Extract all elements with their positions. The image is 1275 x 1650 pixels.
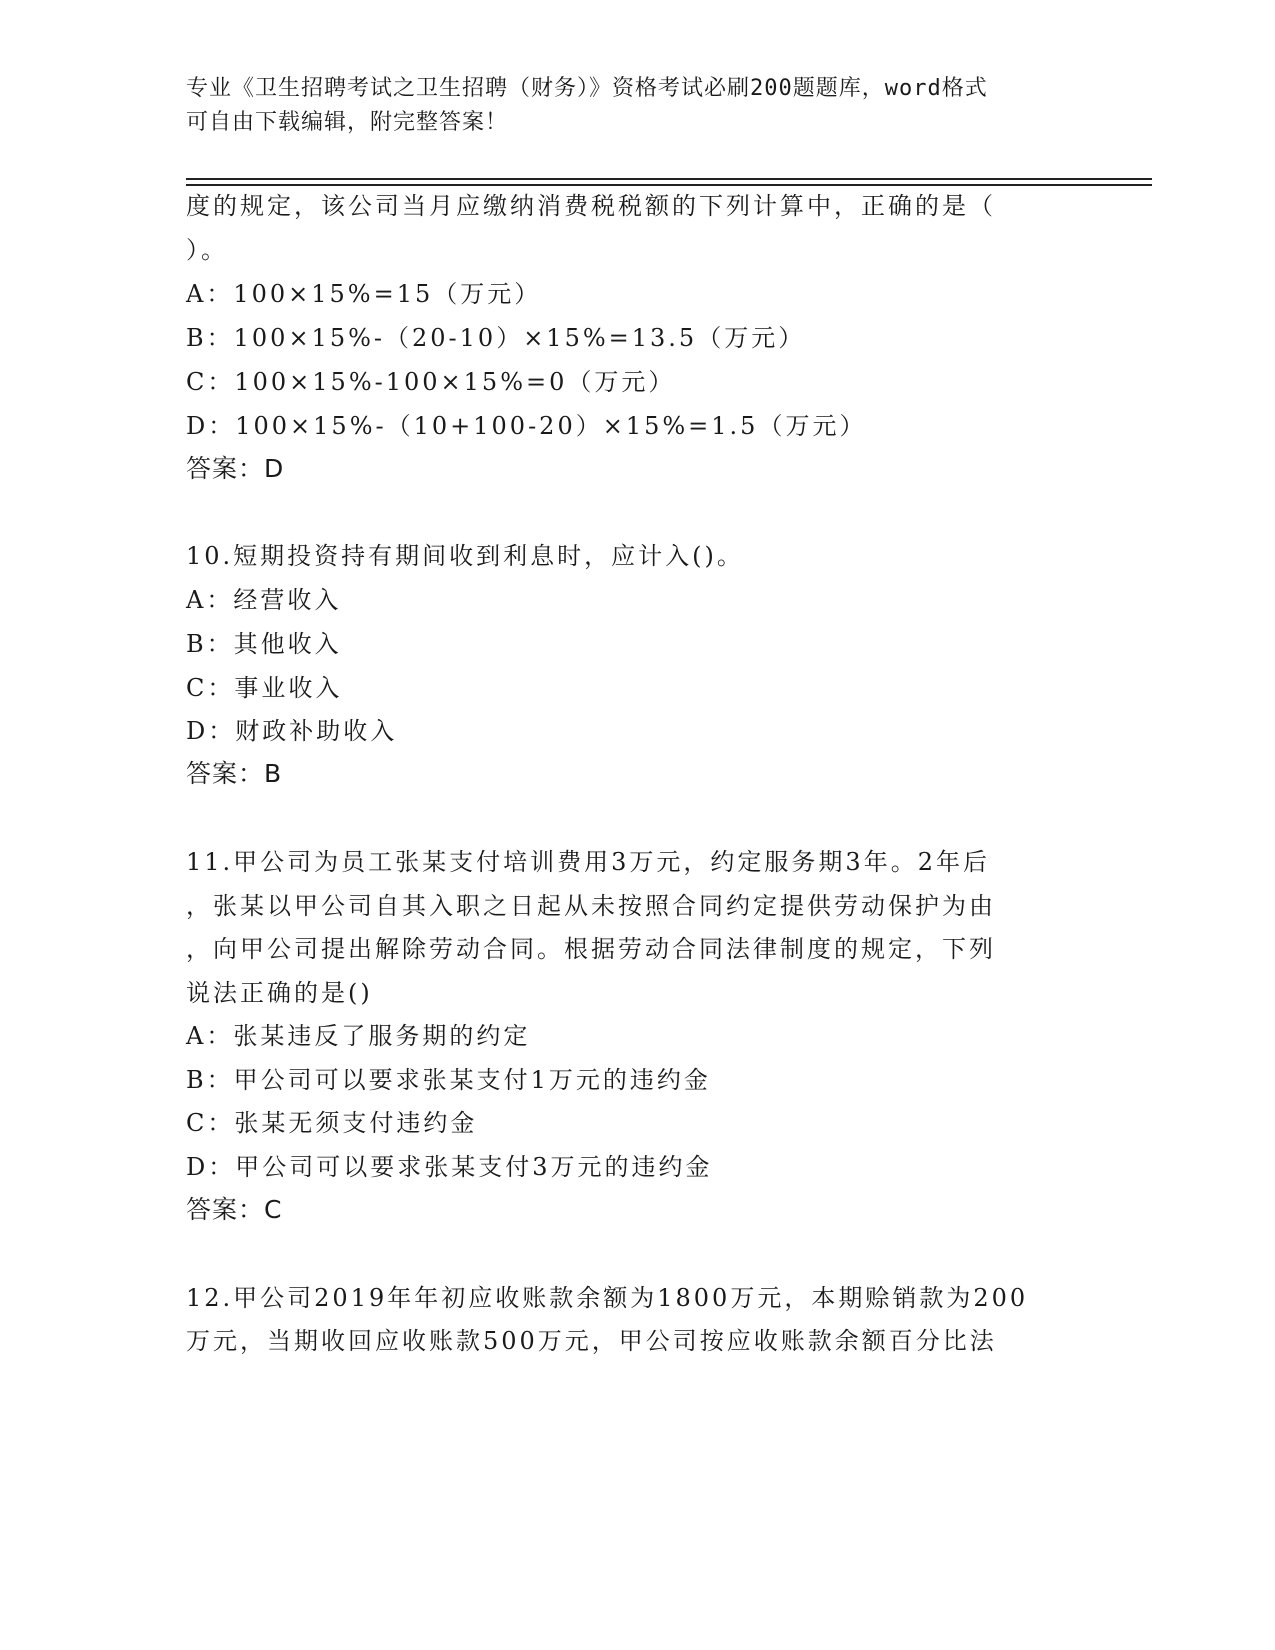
question-stem: 万元，当期收回应收账款500万元，甲公司按应收账款余额百分比法 — [186, 1327, 997, 1355]
option-c: C：张某无须支付违约金 — [186, 1109, 478, 1137]
option-a: A：100×15%=15（万元） — [186, 280, 542, 308]
header-divider-top — [186, 178, 1152, 180]
question-stem: ，向甲公司提出解除劳动合同。根据劳动合同法律制度的规定，下列 — [186, 935, 996, 963]
option-a: A：经营收入 — [186, 586, 342, 614]
option-d: D：100×15%-（10+100-20）×15%=1.5（万元） — [186, 412, 867, 440]
option-b: B：甲公司可以要求张某支付1万元的违约金 — [186, 1066, 711, 1094]
header-line-1: 专业《卫生招聘考试之卫生招聘（财务）》资格考试必刷200题题库，word格式 — [186, 76, 988, 101]
question-stem: 度的规定，该公司当月应缴纳消费税税额的下列计算中，正确的是（ — [186, 192, 996, 220]
option-d: D：甲公司可以要求张某支付3万元的违约金 — [186, 1153, 713, 1181]
question-stem: 10.短期投资持有期间收到利息时，应计入()。 — [186, 542, 744, 570]
option-d: D：财政补助收入 — [186, 717, 398, 745]
option-a: A：张某违反了服务期的约定 — [186, 1022, 531, 1050]
question-stem: 说法正确的是() — [186, 979, 373, 1007]
answer: 答案：C — [186, 1195, 283, 1224]
question-stem: ，张某以甲公司自其入职之日起从未按照合同约定提供劳动保护为由 — [186, 892, 996, 920]
answer: 答案：D — [186, 454, 285, 483]
question-stem: 12.甲公司2019年年初应收账款余额为1800万元，本期赊销款为200 — [186, 1284, 1029, 1312]
option-b: B：100×15%-（20-10）×15%=13.5（万元） — [186, 324, 806, 352]
option-b: B：其他收入 — [186, 630, 342, 658]
header-title — [186, 72, 1086, 140]
question-stem: 11.甲公司为员工张某支付培训费用3万元，约定服务期3年。2年后 — [186, 848, 990, 876]
header-line-2: 可自由下载编辑，附完整答案！ — [186, 110, 509, 135]
question-stem: ）。 — [186, 236, 228, 264]
option-c: C：事业收入 — [186, 674, 343, 702]
answer: 答案：B — [186, 759, 283, 788]
option-c: C：100×15%-100×15%=0（万元） — [186, 368, 676, 396]
